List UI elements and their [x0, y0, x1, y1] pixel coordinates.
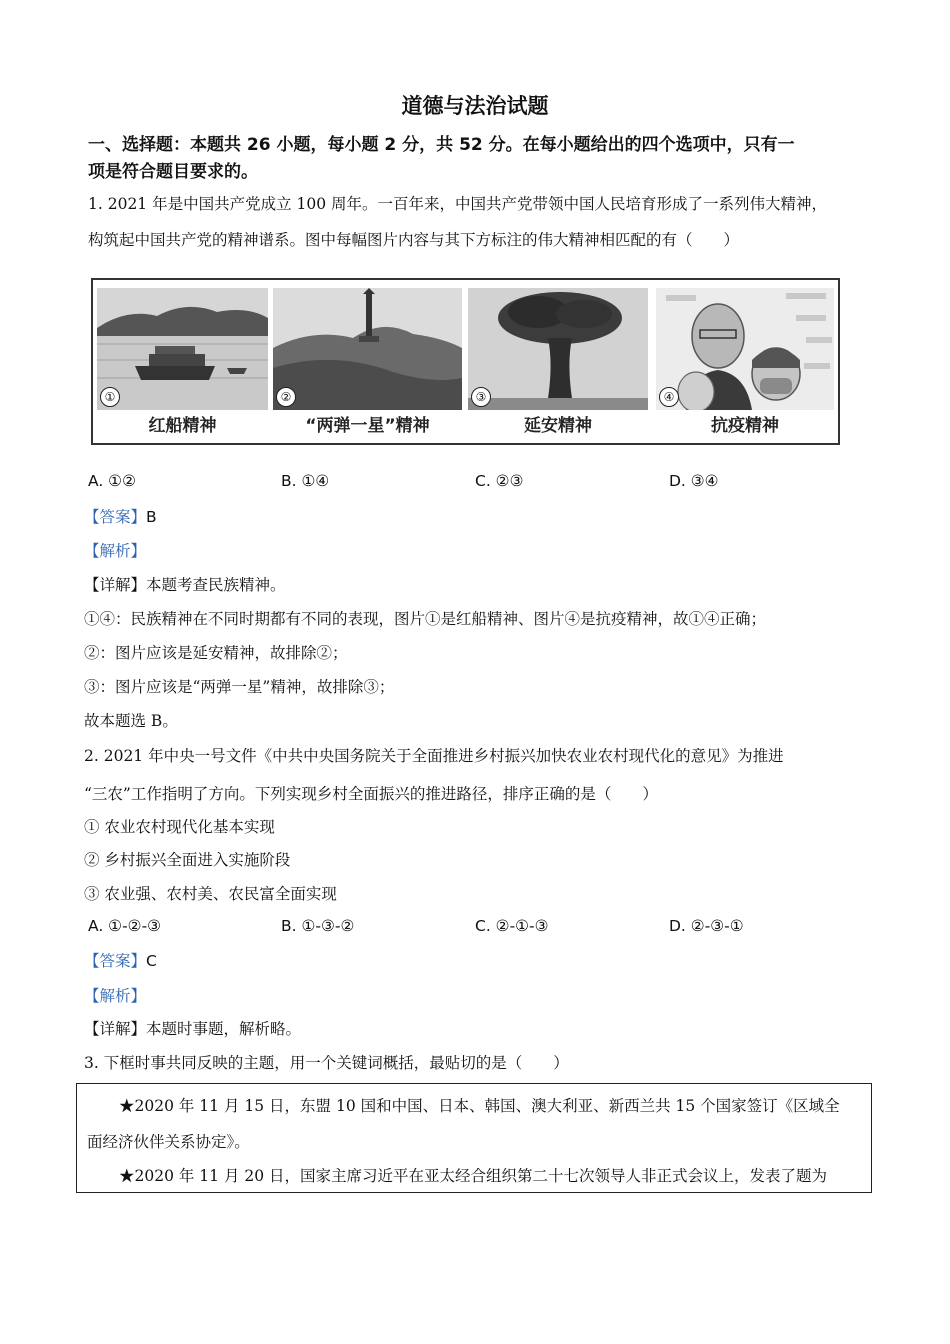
q1-explanation-3: ③：图片应该是“两弹一星”精神，故排除③； [84, 678, 395, 696]
monument-image [273, 288, 462, 410]
page-title: 道德与法治试题 [401, 94, 549, 118]
q1-conclusion: 故本题选 B。 [84, 712, 178, 730]
q1-analysis-tag: 【解析】 [84, 542, 147, 560]
q1-option-c: C. ②③ [475, 472, 524, 490]
mushroom-cloud-image [468, 288, 648, 410]
q2-option-a: A. ①-②-③ [88, 917, 162, 935]
section-heading-line-2: 项是符合题目要求的。 [88, 162, 258, 182]
caption-two-bombs-one-satellite-spirit: “两弹一星”精神 [305, 416, 430, 436]
panel-number: ③ [471, 387, 491, 407]
panel-number: ④ [659, 387, 679, 407]
q2-option-d: D. ②-③-① [669, 917, 744, 935]
caption-yanan-spirit: 延安精神 [524, 416, 592, 436]
q1-stem-line-2: 构筑起中国共产党的精神谱系。图中每幅图片内容与其下方标注的伟大精神相匹配的有（ ） [88, 231, 740, 249]
q2-stem-line-2: “三农”工作指明了方向。下列实现乡村全面振兴的推进路径，排序正确的是（ ） [84, 785, 658, 803]
q2-item-1: ① 农业农村现代化基本实现 [84, 818, 275, 836]
figure-panel-mushroom-cloud [468, 288, 648, 410]
q1-detail: 【详解】本题考查民族精神。 [84, 576, 286, 594]
anti-epidemic-image [656, 288, 834, 410]
q2-item-2: ② 乡村振兴全面进入实施阶段 [84, 851, 291, 869]
q1-option-d: D. ③④ [669, 472, 719, 490]
panel-number: ② [276, 387, 296, 407]
q1-stem-line-1: 1. 2021 年是中国共产党成立 100 周年。一百年来，中国共产党带领中国人民培育形成了一系列伟大精神， [88, 195, 828, 213]
q3-box-line-2: 面经济伙伴关系协定》。 [87, 1133, 250, 1151]
red-boat-image [97, 288, 268, 410]
figure-panel-monument [273, 288, 462, 410]
q3-news-box [76, 1083, 872, 1193]
answer-tag: 【答案】 [84, 508, 147, 526]
q2-option-b: B. ①-③-② [281, 917, 355, 935]
q2-answer [84, 951, 157, 971]
figure-panel-red-boat [97, 288, 268, 410]
q2-detail: 【详解】本题时事题，解析略。 [84, 1020, 302, 1038]
q1-option-b: B. ①④ [281, 472, 330, 490]
answer-tag: 【答案】 [84, 952, 147, 970]
q2-option-c: C. ②-①-③ [475, 917, 549, 935]
q3-box-line-1: ★2020 年 11 月 15 日，东盟 10 国和中国、日本、韩国、澳大利亚、新西兰共 15 个国家签订《区域全 [119, 1097, 840, 1115]
q1-explanation-1: ①④：民族精神在不同时期都有不同的表现，图片①是红船精神、图片④是抗疫精神，故①④正确； [84, 610, 767, 628]
q1-figure [91, 278, 840, 445]
answer-value: C [146, 952, 157, 970]
figure-panel-anti-epidemic [656, 288, 834, 410]
panel-number: ① [100, 387, 120, 407]
q2-analysis-tag: 【解析】 [84, 987, 147, 1005]
q2-item-3: ③ 农业强、农村美、农民富全面实现 [84, 885, 337, 903]
q2-stem-line-1: 2. 2021 年中央一号文件《中共中央国务院关于全面推进乡村振兴加快农业农村现代化的意见》为推进 [84, 747, 784, 765]
q1-explanation-2: ②：图片应该是延安精神，故排除②； [84, 644, 348, 662]
answer-value: B [146, 508, 157, 526]
section-heading-line-1: 一、选择题：本题共 26 小题，每小题 2 分，共 52 分。在每小题给出的四个选项中，只有一 [88, 135, 795, 155]
q3-stem: 3. 下框时事共同反映的主题，用一个关键词概括，最贴切的是（ ） [84, 1054, 569, 1072]
caption-anti-epidemic-spirit: 抗疫精神 [711, 416, 779, 436]
q1-answer [84, 507, 157, 527]
q3-box-line-3: ★2020 年 11 月 20 日，国家主席习近平在亚太经合组织第二十七次领导人非正式会议上，发表了题为 [119, 1167, 828, 1185]
caption-red-boat-spirit: 红船精神 [148, 416, 217, 436]
q1-option-a: A. ①② [88, 472, 136, 490]
